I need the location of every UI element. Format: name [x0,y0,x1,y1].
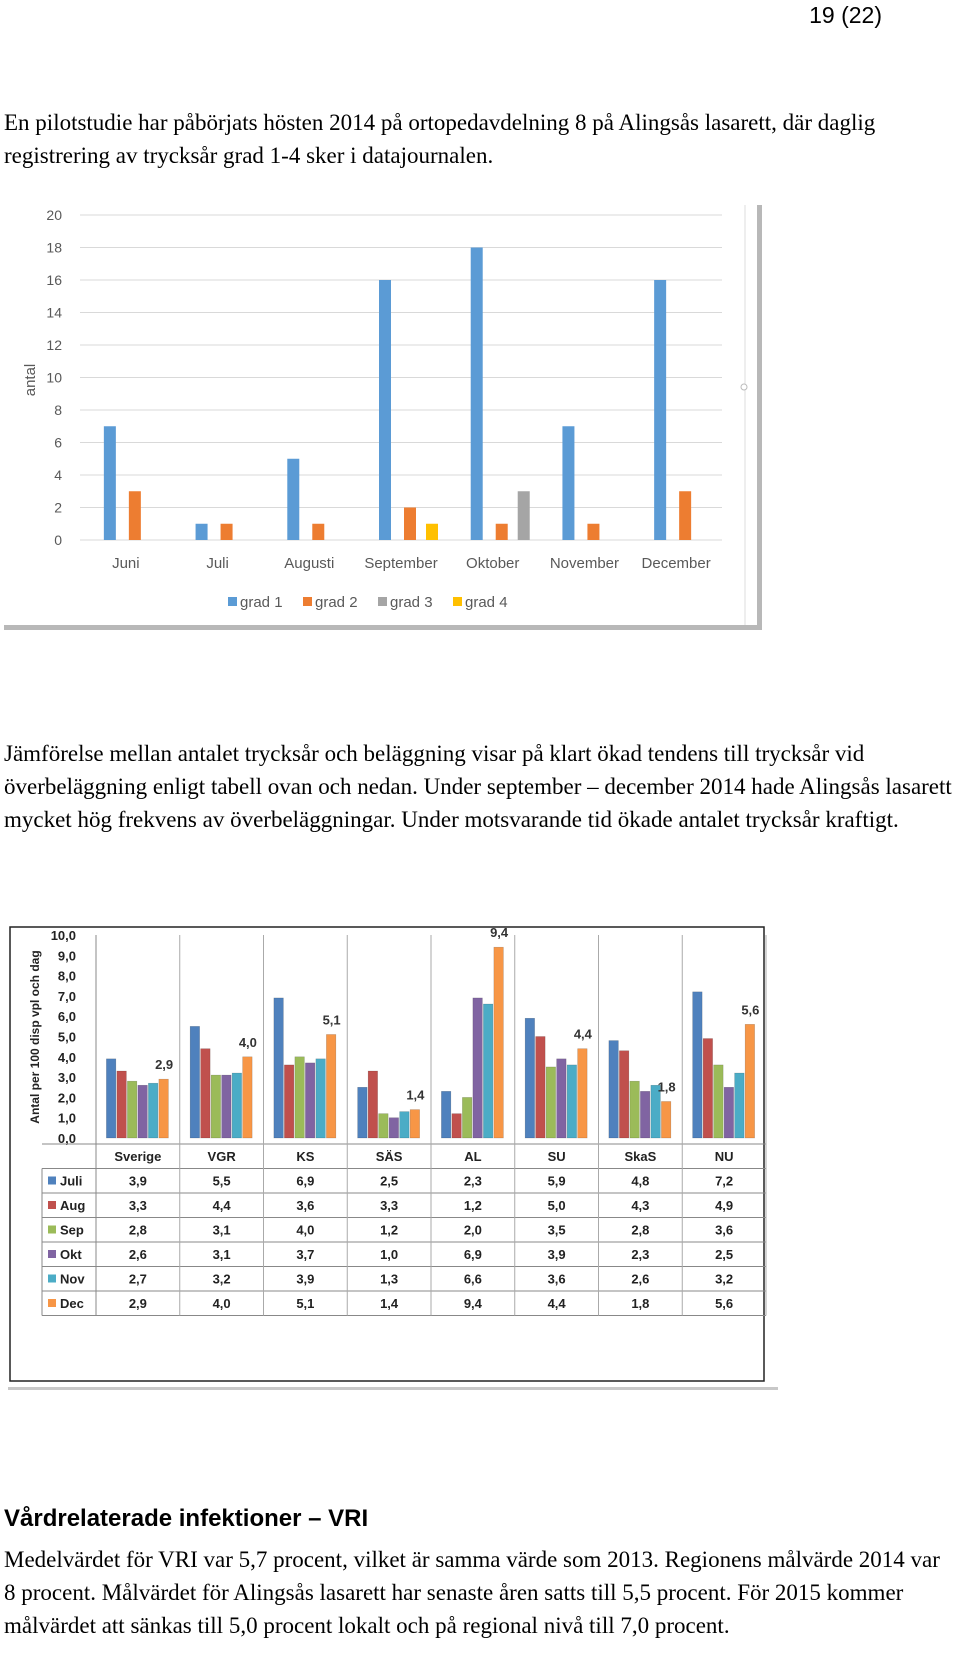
y-tick-label: 12 [46,337,62,353]
y-tick-label: 7,0 [57,988,76,1004]
data-label-dec: 9,4 [490,925,509,941]
x-tick-label: Juli [206,555,229,572]
bar-grad-2-augusti [312,524,324,540]
table-cell: 2,9 [128,1296,147,1311]
data-label-dec: 1,4 [406,1087,425,1103]
legend-label-grad-1: grad 1 [240,594,283,611]
bar-sep-su [546,1067,556,1138]
bar-sep-al [462,1097,472,1138]
x-tick-label: SkaS [624,1149,657,1164]
bar-grad-4-september [426,524,438,540]
table-cell: 3,3 [380,1198,399,1213]
y-tick-label: 16 [46,272,62,288]
bar-sep-s-s [379,1114,389,1138]
bar-aug-nu [703,1039,713,1138]
overoccupancy-chart-svg [8,925,838,1425]
table-cell: 1,4 [380,1296,399,1311]
table-cell: 5,1 [296,1296,315,1311]
y-tick-label: 2 [54,499,62,516]
chart-frame-bottom [4,625,762,630]
chart-frame-handle [741,384,747,390]
bar-grad-1-november [562,426,574,540]
table-cell: 4,8 [631,1173,650,1189]
table-cell: 1,8 [631,1296,650,1311]
bar-okt-sverige [138,1085,148,1138]
vri-heading: Vårdrelaterade infektioner – VRI [4,1505,369,1532]
bar-grad-2-december [679,491,691,540]
table-cell: 4,0 [212,1296,231,1311]
table-cell: 3,7 [296,1247,315,1262]
table-cell: 2,0 [463,1222,482,1238]
bar-dec-nu [745,1024,755,1138]
bar-okt-vgr [222,1075,232,1138]
x-tick-label: December [641,555,711,572]
x-tick-label: SÄS [375,1149,403,1164]
data-label-dec: 5,6 [741,1002,760,1018]
bar-okt-nu [724,1087,734,1138]
table-cell: 3,3 [128,1198,147,1213]
table-cell: 2,7 [128,1271,147,1287]
page-number: 19 (22) [809,2,882,28]
table-cell: 3,2 [715,1271,734,1287]
bar-grad-1-september [379,280,391,540]
bar-okt-skas [640,1091,650,1138]
intro-paragraph-2: Jämförelse mellan antalet trycksår och beläggning visar på klart ökad tendens till trycksår vid överbeläggning enligt tabell ovan och nedan. Under september – december 2014 hade Alingsås lasarett mycket hög frekvens av överbeläggningar. Under motsvarande tid ökade antalet trycksår kraftigt. [4,741,952,832]
table-cell: 6,9 [296,1173,315,1189]
table-cell: 2,8 [128,1222,147,1238]
y-tick-label: 5,0 [57,1029,76,1045]
table-cell: 4,4 [547,1296,566,1311]
bar-juli-vgr [190,1026,200,1138]
table-cell: 6,6 [463,1271,482,1287]
table-cell: 2,3 [631,1247,650,1262]
table-cell: 3,9 [296,1271,315,1287]
bar-grad-1-juli [196,524,208,540]
bar-juli-s-s [358,1087,368,1138]
legend-swatch-grad-2 [303,597,312,606]
overoccupancy-chart [8,925,838,1425]
y-tick-label: 9,0 [57,948,76,964]
legend-swatch-grad-1 [228,597,237,606]
bar-sep-skas [630,1081,640,1138]
x-tick-label: SU [547,1149,566,1164]
chart-shadow [8,1387,778,1390]
y-tick-label: 3,0 [57,1070,76,1086]
y-tick-label: 18 [46,239,62,256]
y-axis-label: Antal per 100 disp vpl och dag [28,950,42,1124]
table-cell: 5,6 [715,1296,734,1311]
legend-swatch-aug [48,1201,56,1209]
y-tick-label: 10,0 [50,928,76,943]
table-cell: 5,9 [547,1173,566,1189]
legend-swatch-grad-4 [453,597,462,606]
legend-swatch-grad-3 [378,597,387,606]
y-tick-label: 4 [54,467,62,483]
x-tick-label: Oktober [466,555,520,572]
table-cell: 2,6 [631,1271,650,1287]
x-tick-label: VGR [207,1149,236,1164]
chart-frame-right [757,205,762,630]
y-tick-label: 8,0 [57,968,76,984]
table-cell: 2,5 [715,1247,734,1262]
bar-juli-nu [693,992,703,1138]
bar-juli-skas [609,1041,619,1138]
legend-label-okt: Okt [60,1247,82,1262]
table-cell: 3,6 [547,1271,566,1287]
x-tick-label: AL [464,1149,482,1164]
data-label-dec: 5,1 [322,1012,341,1028]
table-cell: 3,6 [296,1198,315,1213]
bar-okt-al [473,998,483,1138]
pressure-ulcer-chart-svg [0,205,820,680]
bar-grad-3-oktober [518,491,530,540]
bar-dec-ks [326,1034,336,1138]
bar-nov-al [483,1004,493,1138]
table-cell: 4,3 [631,1198,650,1213]
legend-label-grad-2: grad 2 [315,594,358,611]
x-tick-label: NU [714,1149,734,1164]
table-cell: 5,5 [212,1173,231,1189]
bar-okt-s-s [389,1118,399,1138]
data-label-dec: 2,9 [155,1057,174,1073]
table-cell: 1,2 [463,1198,482,1213]
bar-aug-su [536,1037,546,1139]
bar-juli-al [441,1091,451,1138]
bar-nov-ks [316,1059,326,1138]
table-cell: 4,9 [715,1198,734,1213]
y-tick-label: 20 [46,207,62,223]
legend-label-dec: Dec [60,1296,84,1311]
intro-paragraph-1: En pilotstudie har påbörjats hösten 2014 på ortopedavdelning 8 på Alingsås lasarett, där daglig registrering av trycksår grad 1-4 sker i datajournalen. [4,110,876,168]
bar-grad-2-juli [221,524,233,540]
y-tick-label: 0 [54,532,62,548]
bar-dec-al [494,947,504,1138]
legend-swatch-juli [48,1177,56,1185]
bar-sep-vgr [211,1075,221,1138]
bar-dec-su [578,1049,588,1138]
y-tick-label: 10 [46,369,62,386]
x-tick-label: KS [296,1149,315,1164]
bar-grad-2-november [587,524,599,540]
table-cell: 2,5 [380,1173,399,1189]
y-tick-label: 4,0 [57,1049,76,1065]
table-cell: 1,3 [380,1271,399,1287]
table-cell: 3,1 [212,1222,231,1238]
y-tick-label: 6,0 [57,1009,76,1025]
legend-label-juli: Juli [60,1173,83,1189]
pressure-ulcer-chart [0,205,820,680]
legend-swatch-okt [48,1250,56,1258]
bar-nov-nu [735,1073,745,1138]
table-cell: 6,9 [463,1247,482,1262]
table-cell: 4,4 [212,1198,231,1213]
y-tick-label: 2,0 [57,1090,76,1106]
table-cell: 2,6 [128,1247,147,1262]
bar-grad-2-september [404,508,416,541]
bar-juli-sverige [106,1059,116,1138]
legend-label-nov: Nov [60,1271,85,1287]
bar-aug-skas [619,1051,629,1138]
bar-nov-sverige [148,1083,158,1138]
bar-aug-ks [284,1065,294,1138]
bar-aug-s-s [368,1071,378,1138]
table-cell: 3,1 [212,1247,231,1262]
x-tick-label: Augusti [284,555,335,572]
bar-grad-1-december [654,280,666,540]
bar-dec-skas [661,1101,671,1138]
bar-grad-2-oktober [496,524,508,540]
bar-sep-nu [714,1065,724,1138]
table-cell: 3,5 [547,1222,566,1238]
data-label-dec: 4,4 [573,1026,592,1042]
table-cell: 7,2 [715,1173,734,1189]
bar-nov-s-s [400,1112,410,1138]
table-cell: 4,0 [296,1222,315,1238]
y-tick-label: 6 [54,434,62,451]
table-cell: 3,9 [547,1247,566,1262]
bar-sep-sverige [127,1081,137,1138]
bar-aug-al [452,1114,462,1138]
bar-okt-ks [305,1063,315,1138]
legend-label-sep: Sep [60,1222,84,1238]
legend-label-grad-4: grad 4 [465,594,508,611]
bar-juli-ks [274,998,284,1138]
legend-swatch-sep [48,1226,56,1234]
bar-aug-vgr [201,1049,211,1138]
x-tick-label: September [364,555,438,572]
y-tick-label: 8 [54,402,62,418]
bar-aug-sverige [117,1071,127,1138]
legend-label-aug: Aug [60,1198,86,1213]
legend-swatch-dec [48,1299,56,1307]
bar-grad-2-juni [129,491,141,540]
table-cell: 1,2 [380,1222,399,1238]
bar-nov-vgr [232,1073,242,1138]
table-cell: 1,0 [380,1247,399,1262]
data-label-dec: 1,8 [657,1079,676,1095]
table-cell: 2,3 [463,1173,482,1189]
bar-dec-vgr [243,1057,253,1138]
data-label-dec: 4,0 [238,1034,257,1050]
legend-swatch-nov [48,1275,56,1283]
table-cell: 3,9 [128,1173,147,1189]
table-cell: 3,2 [212,1271,231,1287]
bar-nov-su [567,1065,577,1138]
legend-label-grad-3: grad 3 [390,594,433,611]
y-axis-label: antal [22,363,39,397]
x-tick-label: Juni [112,555,140,572]
bar-okt-su [557,1059,567,1138]
y-tick-label: 1,0 [57,1110,76,1126]
x-tick-label: Sverige [114,1149,162,1164]
y-tick-label: 14 [46,304,62,321]
vri-paragraph: Medelvärdet för VRI var 5,7 procent, vilket är samma värde som 2013. Regionens målvärde 2014 var 8 procent. Målvärdet för Alingsås lasarett har senaste åren satts till 5,5 procent. För 2015 kommer målvärdet att sänkas till 5,0 procent lokalt och på regional nivå till 7,0 procent. [4,1547,940,1638]
bar-dec-s-s [410,1110,420,1138]
table-cell: 2,8 [631,1222,650,1238]
table-cell: 5,0 [547,1198,566,1213]
bar-juli-su [525,1018,535,1138]
bar-grad-1-juni [104,426,116,540]
x-tick-label: November [549,555,620,572]
bar-sep-ks [295,1057,305,1138]
bar-dec-sverige [159,1079,169,1138]
table-cell: 3,6 [715,1222,734,1238]
y-tick-label: 0,0 [57,1131,76,1146]
table-cell: 9,4 [463,1296,482,1311]
bar-grad-1-oktober [471,248,483,541]
bar-grad-1-augusti [287,459,299,540]
